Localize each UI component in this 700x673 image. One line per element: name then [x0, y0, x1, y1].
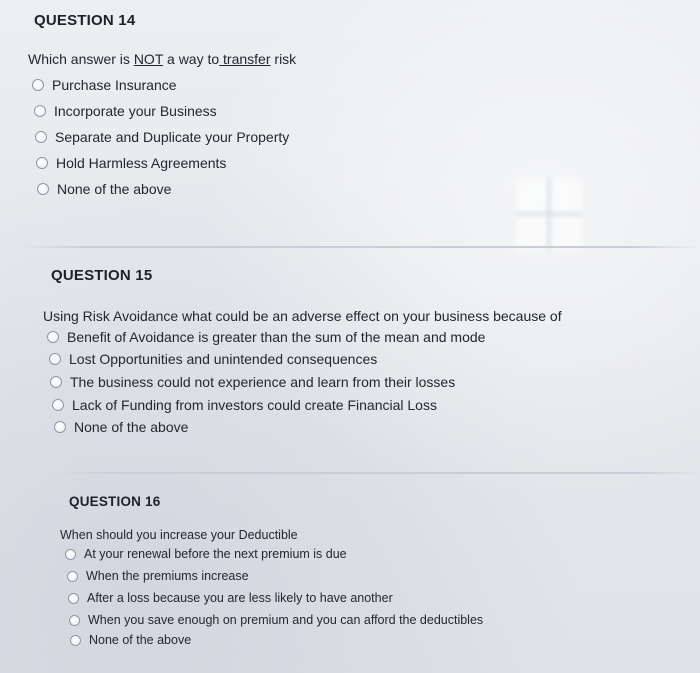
radio-button[interactable]	[67, 571, 78, 582]
option-label: At your renewal before the next premium is due	[84, 547, 347, 561]
option-label: Lost Opportunities and unintended consequences	[69, 351, 378, 367]
option-label: Separate and Duplicate your Property	[55, 129, 290, 145]
option-label: The business could not experience and learn from their losses	[70, 374, 456, 390]
option-label: When you save enough on premium and you can afford the deductibles	[88, 613, 484, 627]
question-14-prompt-transfer: transfer	[219, 51, 271, 67]
question-14-prompt-end: risk	[270, 51, 297, 67]
radio-button[interactable]	[49, 353, 61, 365]
question-15-option-1[interactable]	[47, 329, 485, 345]
option-label: None of the above	[57, 181, 172, 197]
radio-button[interactable]	[54, 421, 66, 433]
screen-glare	[516, 178, 582, 250]
question-16-option-4[interactable]	[69, 613, 483, 627]
option-label: When the premiums increase	[86, 569, 249, 583]
question-15-option-3[interactable]	[50, 374, 455, 390]
question-16-option-2[interactable]	[67, 569, 249, 583]
radio-button[interactable]	[36, 157, 48, 169]
question-14-title: QUESTION 14	[34, 12, 136, 29]
option-label: None of the above	[89, 633, 192, 647]
section-divider	[55, 472, 700, 474]
radio-button[interactable]	[32, 79, 44, 91]
radio-button[interactable]	[35, 131, 47, 143]
option-label: Purchase Insurance	[52, 77, 177, 93]
question-16-title: QUESTION 16	[69, 494, 161, 509]
question-16-option-3[interactable]	[68, 591, 393, 605]
question-14-prompt-mid: a way to	[163, 51, 220, 67]
question-14-option-3[interactable]	[35, 129, 289, 145]
question-15-title: QUESTION 15	[51, 267, 153, 284]
question-15-option-5[interactable]	[54, 419, 188, 435]
radio-button[interactable]	[69, 615, 80, 626]
radio-button[interactable]	[37, 183, 49, 195]
question-14-prompt	[28, 51, 296, 67]
option-label: None of the above	[74, 419, 189, 435]
option-label: Hold Harmless Agreements	[56, 155, 227, 171]
option-label: Incorporate your Business	[54, 103, 217, 119]
option-label: After a loss because you are less likely to have another	[87, 591, 393, 605]
question-16-option-1[interactable]	[65, 547, 347, 561]
radio-button[interactable]	[70, 635, 81, 646]
radio-button[interactable]	[52, 399, 64, 411]
radio-button[interactable]	[47, 331, 59, 343]
radio-button[interactable]	[34, 105, 46, 117]
question-16-option-5[interactable]	[70, 633, 191, 647]
question-14-option-5[interactable]	[37, 181, 171, 197]
option-label: Lack of Funding from investors could create Financial Loss	[72, 397, 437, 413]
radio-button[interactable]	[65, 549, 76, 560]
question-14-prompt-start: Which answer is	[28, 51, 134, 67]
question-15-option-4[interactable]	[52, 397, 437, 413]
option-label: Benefit of Avoidance is greater than the sum of the mean and mode	[67, 329, 486, 345]
section-divider	[20, 246, 700, 248]
radio-button[interactable]	[50, 376, 62, 388]
question-14-prompt-not: NOT	[133, 51, 164, 67]
question-15-option-2[interactable]	[49, 351, 377, 367]
question-16-prompt: When should you increase your Deductible	[60, 528, 298, 542]
question-14-option-4[interactable]	[36, 155, 226, 171]
radio-button[interactable]	[68, 593, 79, 604]
question-14-option-2[interactable]	[34, 103, 217, 119]
question-15-prompt: Using Risk Avoidance what could be an adverse effect on your business because of	[43, 308, 562, 324]
question-14-option-1[interactable]	[32, 77, 177, 93]
